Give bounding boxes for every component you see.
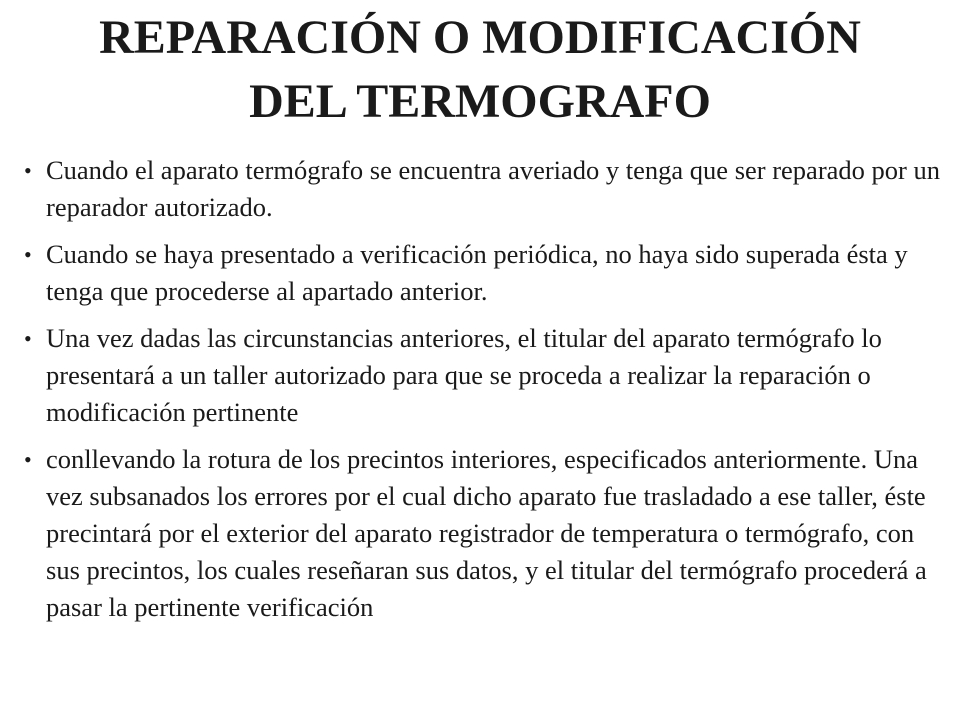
bullet-text: Cuando se haya presentado a verificación periódica, no haya sido superada ésta y tenga que procederse al apartado anterior.: [46, 239, 908, 306]
bullet-item: [24, 236, 944, 310]
bullet-dot-icon: •: [24, 326, 32, 351]
bullet-list: [24, 152, 944, 636]
slide-title-line-2: DEL TERMOGRAFO: [249, 75, 711, 128]
bullet-item: [24, 320, 944, 431]
bullet-dot-icon: •: [24, 447, 32, 472]
bullet-dot-icon: •: [24, 158, 32, 183]
bullet-text: conllevando la rotura de los precintos interiores, especificados anteriormente. Una vez subsanados los errores por el cual dicho aparato fue trasladado a ese taller, éste precintará por el exterior del aparato registrador de temperatura o termógrafo, con sus precintos, los cuales reseñaran sus datos, y el titular del termógrafo procederá a pasar la pertinente verificación: [46, 444, 927, 622]
slide-title-line-1: REPARACIÓN O MODIFICACIÓN: [99, 11, 861, 64]
bullet-item: [24, 152, 944, 226]
bullet-text: Una vez dadas las circunstancias anteriores, el titular del aparato termógrafo lo presentará a un taller autorizado para que se proceda a realizar la reparación o modificación pertinente: [46, 323, 882, 427]
bullet-text: Cuando el aparato termógrafo se encuentra averiado y tenga que ser reparado por un reparador autorizado.: [46, 155, 940, 222]
bullet-dot-icon: •: [24, 242, 32, 267]
bullet-item: [24, 441, 944, 626]
slide-title: [0, 6, 960, 134]
